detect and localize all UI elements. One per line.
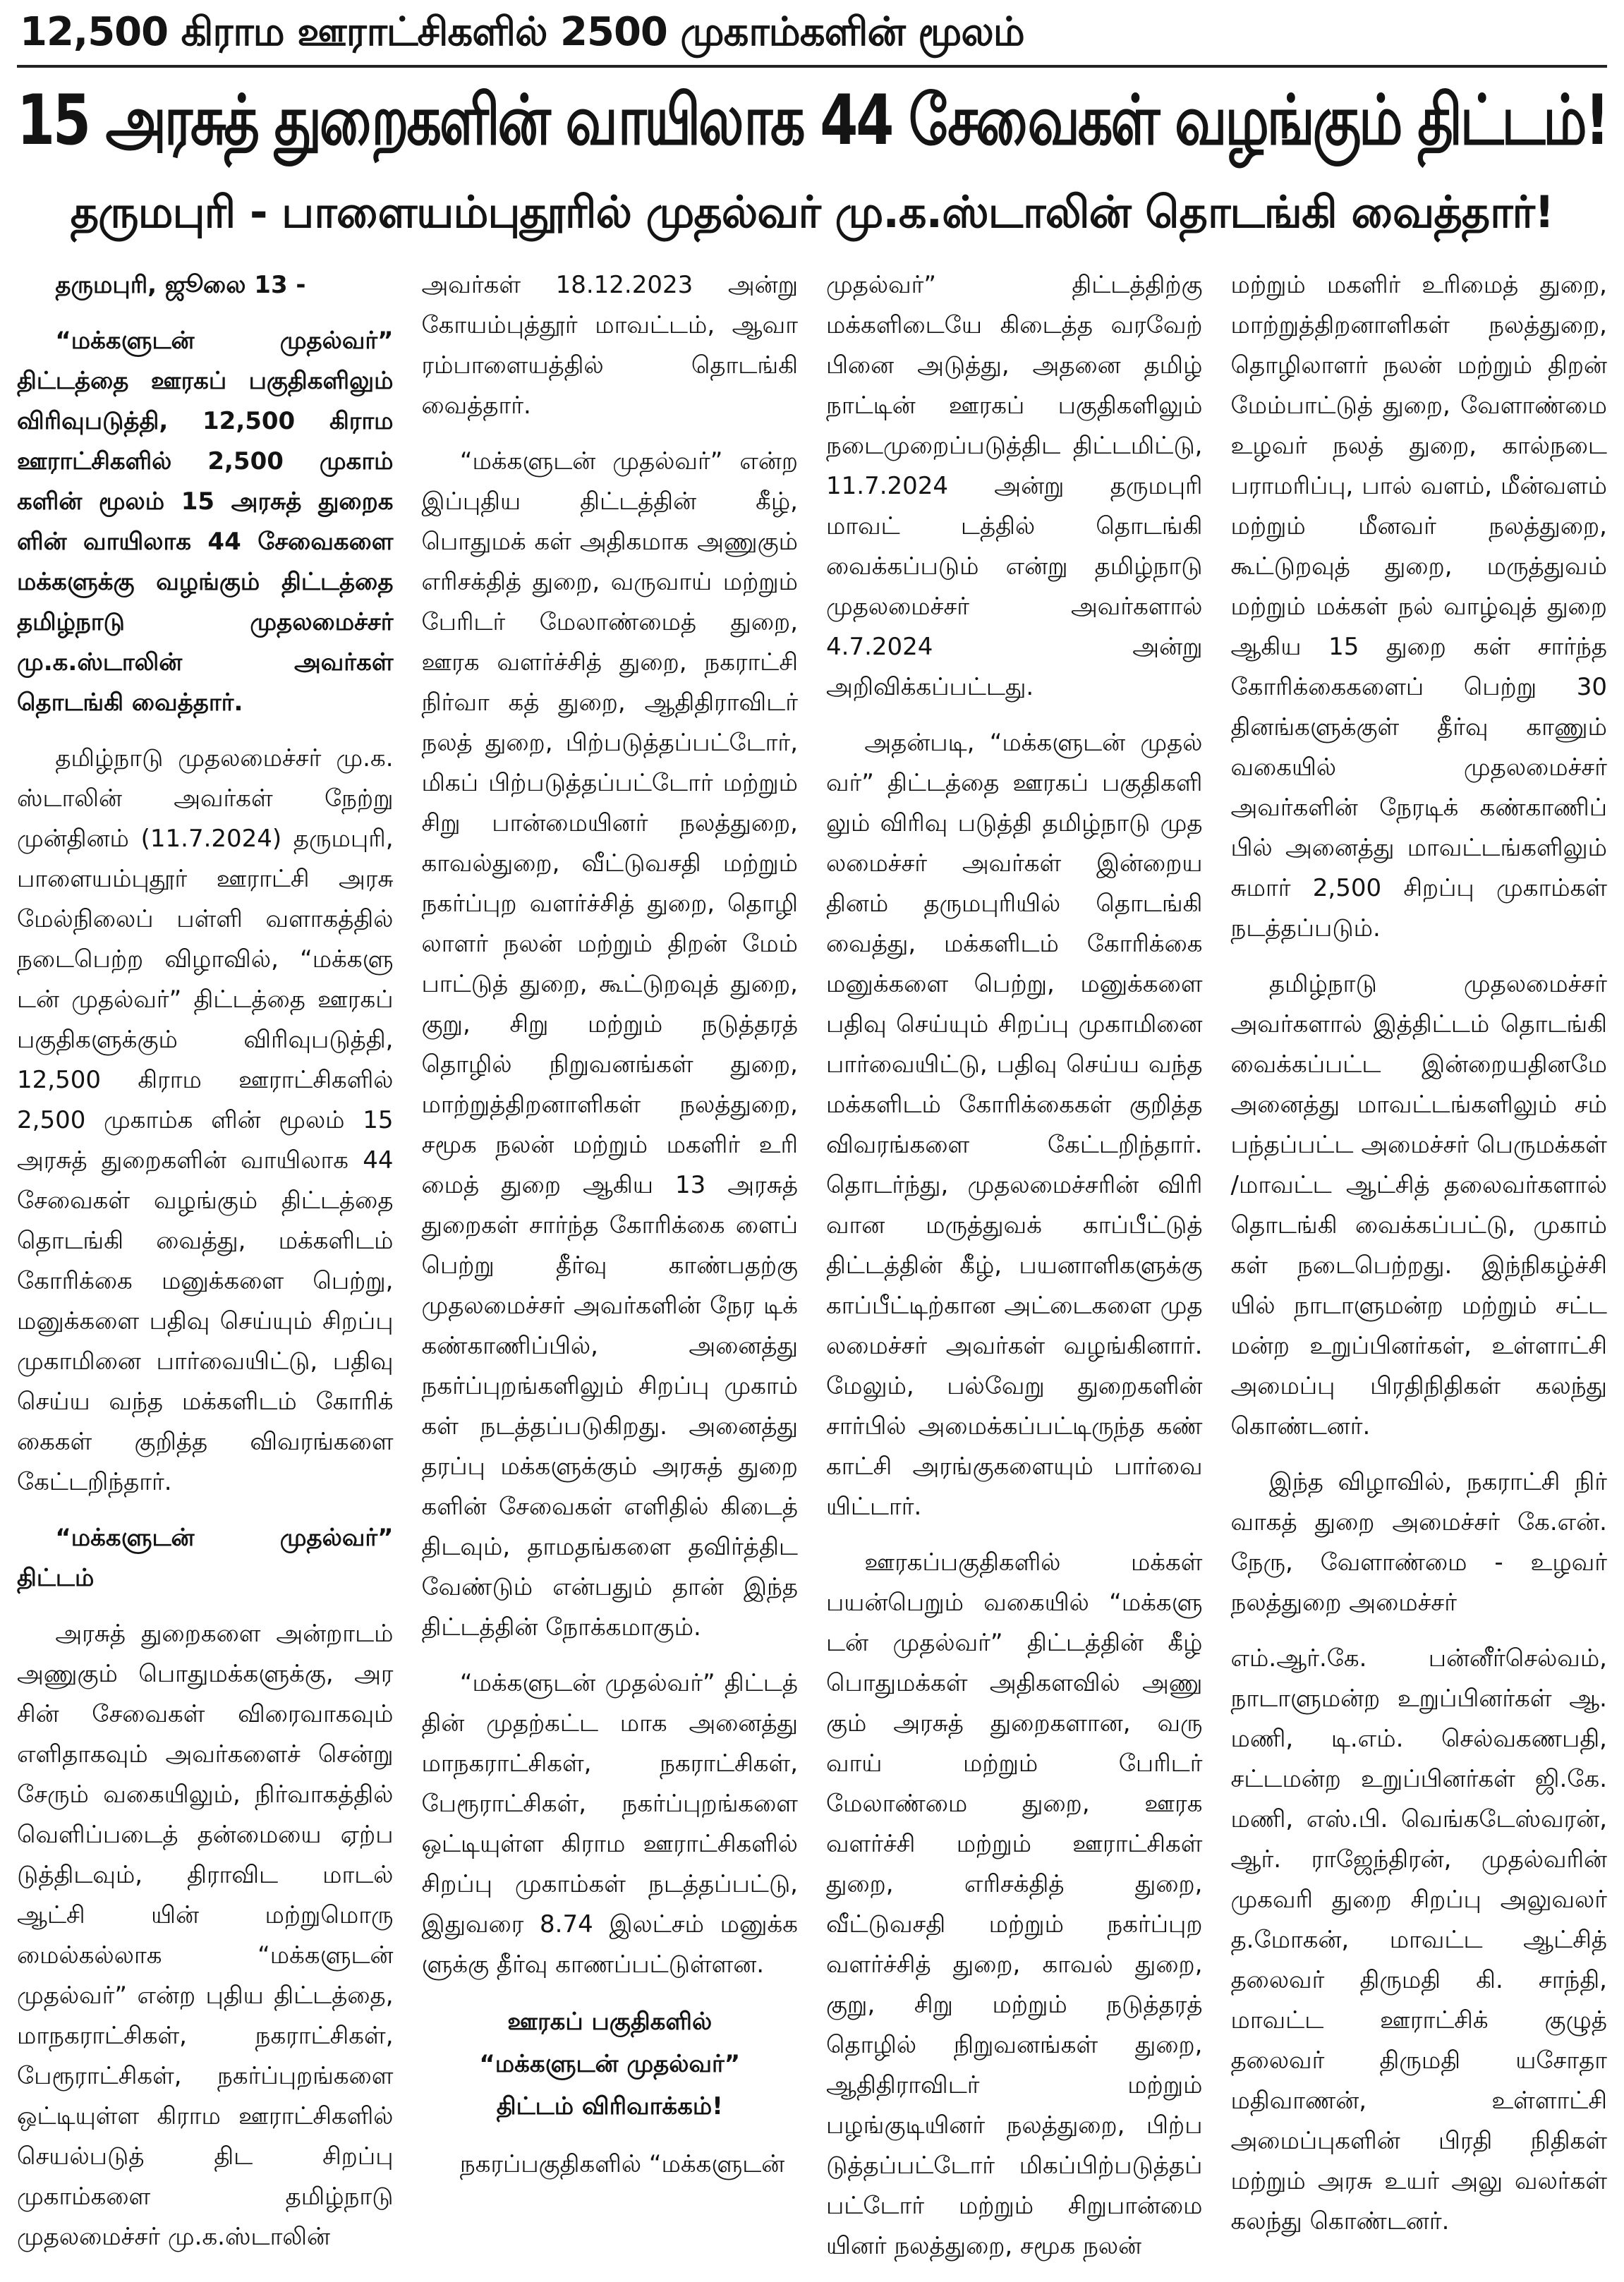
body-paragraph: தமிழ்நாடு முதலமைச்சர் மு.க. ஸ்டாலின் அவர்கள் நேற்று முன்தினம் (11.7.2024) தருமபுரி, பாளையம்புதூர் ஊராட்சி அரசு மேல்நிலைப் பள்ளி வளாகத்தில் நடைபெற்ற விழாவில், “மக்களு டன் முதல்வர்” திட்டத்தை ஊரகப் பகுதிகளுக்கும் விரிவுபடுத்தி, 12,500 கிராம ஊராட்சிகளில் 2,500 முகாம்க ளின் மூலம் 15 அரசுத் துறைகளின் வாயிலாக 44 சேவைகள் வழங்கும் திட்டத்தை தொடங்கி வைத்து, மக்களிடம் கோரிக்கை மனுக்களை பெற்று, மனுக்களை பதிவு செய்யும் சிறப்பு முகாமினை பார்வையிட்டு, பதிவு செய்ய வந்த மக்களிடம் கோரிக் கைகள் குறித்த விவரங்களை கேட்டறிந்தார்.	[17, 744, 394, 1496]
article-column-1	[17, 265, 394, 2282]
section-heading-line: ஊரகப் பகுதிகளில்	[507, 2008, 713, 2036]
article-column-2	[422, 265, 799, 2282]
subheadline: தருமபுரி - பாளையம்புதூரில் முதல்வர் மு.க.ஸ்டாலின் தொடங்கி வைத்தார்!	[70, 186, 1554, 238]
kicker-line: 12,500 கிராம ஊராட்சிகளில் 2500 முகாம்களின் மூலம்	[20, 9, 1024, 55]
section-heading	[422, 2001, 799, 2128]
body-paragraph: “மக்களுடன் முதல்வர்” என்ற இப்புதிய திட்டத்தின் கீழ், பொதுமக் கள் அதிகமாக அணுகும் எரிசக்தித் துறை, வருவாய் மற்றும் பேரிடர் மேலாண்மைத் துறை, ஊரக வளர்ச்சித் துறை, நகராட்சி நிர்வா கத் துறை, ஆதிதிராவிடர் நலத் துறை, பிற்படுத்தப்பட்டோர், மிகப் பிற்படுத்தப்பட்டோர் மற்றும் சிறு பான்மையினர் நலத்துறை, காவல்துறை, வீட்டுவசதி மற்றும் நகர்ப்புற வளர்ச்சித் துறை, தொழி லாளர் நலன் மற்றும் திறன் மேம் பாட்டுத் துறை, கூட்டுறவுத் துறை, குறு, சிறு மற்றும் நடுத்தரத் தொழில் நிறுவனங்கள் துறை, மாற்றுத்திறனாளிகள் நலத்துறை, சமூக நலன் மற்றும் மகளிர் உரி மைத் துறை ஆகிய 13 அரசுத் துறைகள் சார்ந்த கோரிக்கை ளைப் பெற்று தீர்வு காண்பதற்கு முதலமைச்சர் அவர்களின் நேர டிக் கண்காணிப்பில், அனைத்து நகர்ப்புறங்களிலும் சிறப்பு முகாம் கள் நடத்தப்படுகிறது. அனைத்து தரப்பு மக்களுக்கும் அரசுத் துறை களின் சேவைகள் எளிதில் கிடைத் திடவும், தாமதங்களை தவிர்த்திட வேண்டும் என்பதும் தான் இந்த திட்டத்தின் நோக்கமாகும்.	[421, 447, 798, 1641]
body-paragraph: எம்.ஆர்.கே. பன்னீர்செல்வம், நாடாளுமன்ற உறுப்பினர்கள் ஆ. மணி, டி.எம். செல்வகணபதி, சட்டமன்ற உறுப்பினர்கள் ஜி.கே. மணி, எஸ்.பி. வெங்கடேஸ்வரன், ஆர். ராஜேந்திரன், முதல்வரின் முகவரி துறை சிறப்பு அலுவலர் த.மோகன், மாவட்ட ஆட்சித் தலைவர் திருமதி கி. சாந்தி, மாவட்ட ஊராட்சிக் குழுத் தலைவர் திருமதி யசோதா மதிவாணன், உள்ளாட்சி அமைப்புகளின் பிரதி நிதிகள் மற்றும் அரசு உயர் அலு வலர்கள் கலந்து கொண்டனர்.	[1230, 1644, 1607, 2235]
body-paragraph: அரசுத் துறைகளை அன்றாடம் அணுகும் பொதுமக்களுக்கு, அர சின் சேவைகள் விரைவாகவும் எளிதாகவும் அவர்களைச் சென்று சேரும் வகையிலும், நிர்வாகத்தில் வெளிப்படைத் தன்மையை ஏற்ப டுத்திடவும், திராவிட மாடல் ஆட்சி யின் மற்றுமொரு மைல்கல்லாக “மக்களுடன் முதல்வர்” என்ற புதிய திட்டத்தை, மாநகராட்சிகள், நகராட்சிகள், பேரூராட்சிகள், நகர்ப்புறங்களை ஒட்டியுள்ள கிராம ஊராட்சிகளில் செயல்படுத் திட சிறப்பு முகாம்களை தமிழ்நாடு முதலமைச்சர் மு.க.ஸ்டாலின்	[17, 1620, 394, 2251]
body-paragraph: இந்த விழாவில், நகராட்சி நிர் வாகத் துறை அமைச்சர் கே.என். நேரு, வேளாண்மை - உழவர் நலத்துறை அமைச்சர்	[1230, 1468, 1607, 1617]
body-paragraph: நகரப்பகுதிகளில் “மக்களுடன்	[459, 2150, 785, 2178]
section-heading-line: “மக்களுடன் முதல்வர்”	[479, 2050, 741, 2078]
main-headline: 15 அரசுத் துறைகளின் வாயிலாக 44 சேவைகள் வழங்கும் திட்டம்!	[17, 80, 1608, 161]
body-paragraph: தமிழ்நாடு முதலமைச்சர் அவர்களால் இத்திட்டம் தொடங்கி வைக்கப்பட்ட இன்றையதினமே அனைத்து மாவட்டங்களிலும் சம் பந்தப்பட்ட அமைச்சர் பெருமக்கள் /மாவட்ட ஆட்சித் தலைவர்களால் தொடங்கி வைக்கப்பட்டு, முகாம் கள் நடைபெற்றது. இந்நிகழ்ச்சி யில் நாடாளுமன்ற மற்றும் சட்ட மன்ற உறுப்பினர்கள், உள்ளாட்சி அமைப்பு பிரதிநிதிகள் கலந்து கொண்டனர்.	[1230, 970, 1607, 1440]
article-body	[17, 251, 1607, 2260]
body-paragraph: முதல்வர்” திட்டத்திற்கு மக்களிடையே கிடைத்த வரவேற் பினை அடுத்து, அதனை தமிழ் நாட்டின் ஊரகப் பகுதிகளிலும் நடைமுறைப்படுத்திட திட்டமிட்டு, 11.7.2024 அன்று தருமபுரி மாவட் டத்தில் தொடங்கி வைக்கப்படும் என்று தமிழ்நாடு முதலமைச்சர் அவர்களால் 4.7.2024 அன்று அறிவிக்கப்பட்டது.	[826, 271, 1203, 701]
body-paragraph: மற்றும் மகளிர் உரிமைத் துறை, மாற்றுத்திறனாளிகள் நலத்துறை, தொழிலாளர் நலன் மற்றும் திறன் மேம்பாட்டுத் துறை, வேளாண்மை உழவர் நலத் துறை, கால்நடை பராமரிப்பு, பால் வளம், மீன்வளம் மற்றும் மீனவர் நலத்துறை, கூட்டுறவுத் துறை, மருத்துவம் மற்றும் மக்கள் நல் வாழ்வுத் துறை ஆகிய 15 துறை கள் சார்ந்த கோரிக்கைகளைப் பெற்று 30 தினங்களுக்குள் தீர்வு காணும் வகையில் முதலமைச்சர் அவர்களின் நேரடிக் கண்காணிப் பில் அனைத்து மாவட்டங்களிலும் சுமார் 2,500 சிறப்பு முகாம்கள் நடத்தப்படும்.	[1230, 271, 1607, 942]
dateline: தருமபுரி, ஜூலை 13 -	[55, 271, 306, 299]
article-column-3	[826, 265, 1203, 2282]
body-paragraph: அவர்கள் 18.12.2023 அன்று கோயம்புத்தூர் மாவட்டம், ஆவா ரம்பாளையத்தில் தொடங்கி வைத்தார்.	[421, 271, 798, 420]
body-paragraph: அதன்படி, “மக்களுடன் முதல் வர்” திட்டத்தை ஊரகப் பகுதிகளி லும் விரிவு படுத்தி தமிழ்நாடு முத லமைச்சர் அவர்கள் இன்றைய தினம் தருமபுரியில் தொடங்கி வைத்து, மக்களிடம் கோரிக்கை மனுக்களை பெற்று, மனுக்களை பதிவு செய்யும் சிறப்பு முகாமினை பார்வையிட்டு, பதிவு செய்ய வந்த மக்களிடம் கோரிக்கைகள் குறித்த விவரங்களை கேட்டறிந்தார். தொடர்ந்து, முதலமைச்சரின் விரி வான மருத்துவக் காப்பீட்டுத் திட்டத்தின் கீழ், பயனாளிகளுக்கு காப்பீட்டிற்கான அட்டைகளை முத லமைச்சர் அவர்கள் வழங்கினார். மேலும், பல்வேறு துறைகளின் சார்பில் அமைக்கப்பட்டிருந்த கண் காட்சி அரங்குகளையும் பார்வை யிட்டார்.	[826, 729, 1203, 1521]
body-paragraph: “மக்களுடன் முதல்வர்” திட்டத் தின் முதற்கட்ட மாக அனைத்து மாநகராட்சிகள், நகராட்சிகள், பேரூராட்சிகள், நகர்ப்புறங்களை ஒட்டியுள்ள கிராம ஊராட்சிகளில் சிறப்பு முகாம்கள் நடத்தப்பட்டு, இதுவரை 8.74 இலட்சம் மனுக்க ளுக்கு தீர்வு காணப்பட்டுள்ளன.	[421, 1669, 798, 1979]
section-heading-line: திட்டம் விரிவாக்கம்!	[496, 2092, 723, 2120]
section-subtitle: “மக்களுடன் முதல்வர்” திட்டம்	[17, 1524, 394, 1592]
article-column-4	[1231, 265, 1608, 2282]
lead-paragraph: “மக்களுடன் முதல்வர்” திட்டத்தை ஊரகப் பகுதிகளிலும் விரிவுபடுத்தி, 12,500 கிராம ஊராட்சிகளில் 2,500 முகாம் களின் மூலம் 15 அரசுத் துறைக ளின் வாயிலாக 44 சேவைகளை மக்களுக்கு வழங்கும் திட்டத்தை தமிழ்நாடு முதலமைச்சர் மு.க.ஸ்டாலின் அவர்கள் தொடங்கி வைத்தார்.	[17, 327, 394, 717]
body-paragraph: ஊரகப்பகுதிகளில் மக்கள் பயன்பெறும் வகையில் “மக்களு டன் முதல்வர்” திட்டத்தின் கீழ் பொதுமக்கள் அதிகளவில் அணு கும் அரசுத் துறைகளான, வரு வாய் மற்றும் பேரிடர் மேலாண்மை துறை, ஊரக வளர்ச்சி மற்றும் ஊராட்சிகள் துறை, எரிசக்தித் துறை, வீட்டுவசதி மற்றும் நகர்ப்புற வளர்ச்சித் துறை, காவல் துறை, குறு, சிறு மற்றும் நடுத்தரத் தொழில் நிறுவனங்கள் துறை, ஆதிதிராவிடர் மற்றும் பழங்குடியினர் நலத்துறை, பிற்ப டுத்தப்பட்டோர் மிகப்பிற்படுத்தப் பட்டோர் மற்றும் சிறுபான்மை யினர் நலத்துறை, சமூக நலன்	[826, 1548, 1203, 2260]
